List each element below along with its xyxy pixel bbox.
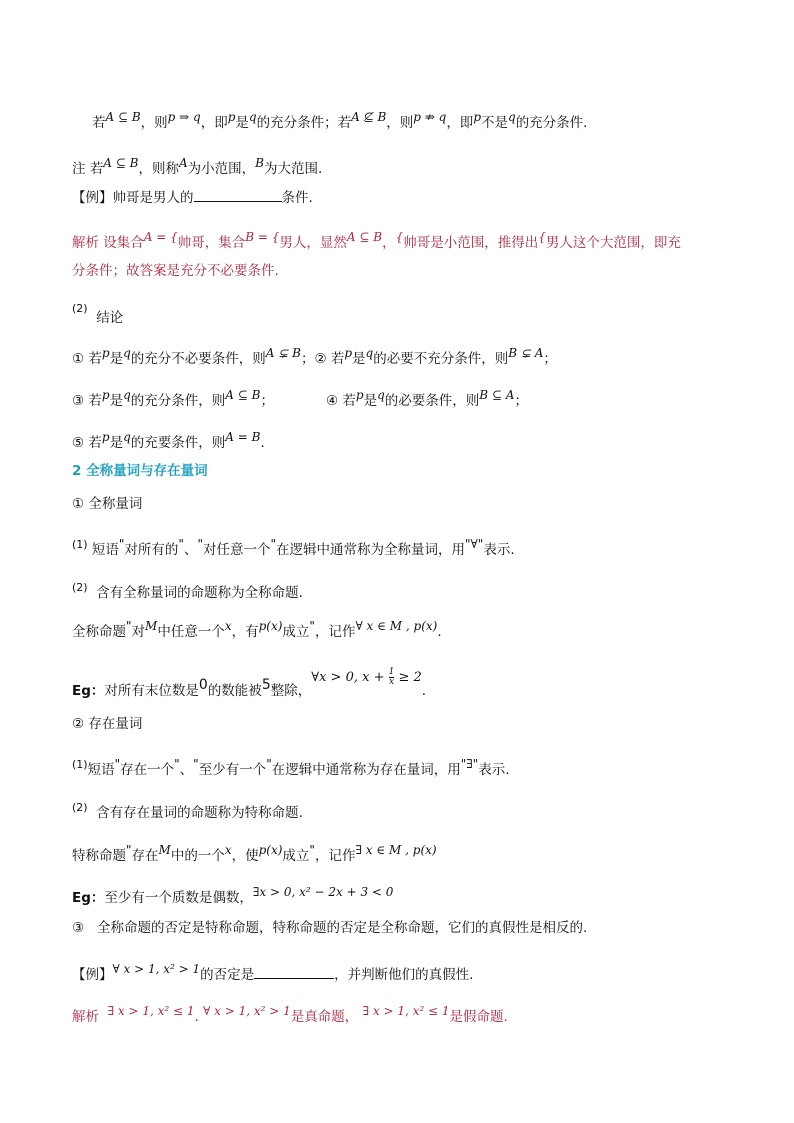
text: ；② 若	[300, 351, 345, 367]
quote: "	[126, 619, 132, 633]
text: 条件.	[281, 190, 313, 206]
particular-proposition-def	[72, 803, 303, 824]
text: 、	[183, 542, 198, 558]
section-number: (2)	[72, 302, 88, 315]
text: 是真命题，	[290, 1009, 359, 1025]
text: ，则	[140, 115, 168, 131]
text: ① 若	[72, 351, 102, 367]
fraction-denominator: x	[388, 677, 395, 687]
text: ，并判断他们的真假性.	[334, 967, 474, 983]
text: 为小范围，	[187, 161, 256, 177]
quote: "	[193, 757, 199, 771]
text: ③ 若	[72, 393, 102, 409]
math: ∀ x > 1, x² > 1	[112, 962, 201, 976]
text: ，使	[231, 848, 259, 864]
universal-quantifier-def	[72, 537, 515, 561]
text: 的充分条件，则	[130, 393, 226, 409]
quote: "	[178, 537, 184, 551]
math: A ⊆ B	[225, 388, 261, 402]
text: ；	[514, 393, 528, 409]
example-question	[72, 187, 313, 208]
item-number: (1)	[72, 758, 88, 771]
heading-text: 2 全称量词与存在量词	[72, 463, 208, 479]
text: 的必要不充分条件，则	[373, 351, 509, 367]
item-number: (1)	[72, 538, 88, 551]
subsection-universal	[72, 494, 142, 514]
math: A ⊆ B	[346, 230, 383, 244]
math: B = {	[245, 230, 280, 244]
math: A ⊊ B	[265, 346, 301, 360]
text: ⑤ 若	[72, 435, 102, 451]
item-number: (2)	[72, 581, 88, 594]
text: 整除，	[270, 683, 312, 699]
quote: "	[118, 537, 125, 551]
section-heading	[72, 461, 208, 481]
math: p	[355, 388, 364, 402]
text: ，集合	[204, 235, 246, 251]
text: 解析 设集合	[72, 235, 144, 251]
math: A ⊆ B	[105, 110, 141, 124]
text: ① 全称量词	[72, 496, 143, 512]
text: 的充要条件，则	[130, 435, 226, 451]
text: 至少有一个	[198, 762, 267, 778]
example-solution-cont	[72, 261, 279, 281]
text: 存在	[131, 848, 159, 864]
text: ，则称	[138, 161, 179, 177]
fraction	[389, 668, 395, 687]
text: 为大范围.	[263, 161, 323, 177]
math	[311, 667, 422, 687]
text: 成立	[282, 624, 310, 640]
quote: "	[309, 619, 315, 633]
math: x	[224, 619, 232, 633]
text: .	[260, 435, 265, 451]
text: 是	[235, 115, 249, 131]
text: .	[437, 624, 442, 640]
text: 对	[131, 624, 146, 640]
quote: "	[174, 757, 180, 771]
existential-notation	[72, 843, 437, 866]
example-negation	[72, 964, 473, 985]
math: q	[248, 110, 257, 124]
quote: "	[126, 843, 132, 857]
negation-rule	[72, 918, 587, 938]
item-number: (2)	[72, 801, 88, 814]
example-negation-solution	[72, 1004, 508, 1027]
text: 的充分不必要条件，则	[130, 351, 266, 367]
item-number: ③	[72, 920, 85, 936]
math: A = B	[225, 430, 261, 444]
text: 的否定是	[200, 967, 255, 983]
math: q	[377, 388, 385, 402]
math: A = {	[143, 230, 178, 244]
text: ；	[260, 393, 274, 409]
math: p ⇒ q	[167, 110, 201, 124]
text: 的必要条件，则	[384, 393, 480, 409]
universal-example	[72, 667, 427, 702]
universal-notation	[72, 619, 442, 642]
text: 这个大范围，即充	[572, 235, 681, 251]
math: ∀ x ∈ M , p(x)	[355, 619, 438, 633]
math: q	[123, 346, 131, 360]
text: 对所有的	[124, 542, 179, 558]
math: ∀	[470, 537, 478, 551]
quote: "	[270, 537, 277, 551]
text: 对所有末位数是	[104, 683, 199, 699]
text: 至少有一个质数是偶数，	[104, 890, 253, 906]
math: q	[365, 346, 374, 360]
fraction-numerator: 1	[388, 667, 395, 677]
text: 帅哥	[403, 235, 431, 251]
text: 短语	[87, 762, 115, 778]
math: A	[178, 156, 188, 170]
text: 成立	[282, 848, 310, 864]
conclusion-1-2	[72, 346, 557, 369]
text: ，有	[231, 624, 259, 640]
conclusion-3	[72, 388, 274, 411]
math: p(x)	[258, 843, 283, 857]
text: 若	[92, 115, 106, 131]
text: 解析	[72, 1009, 99, 1025]
text: 的数能被	[207, 683, 262, 699]
text: 含有全称量词的命题称为全称命题.	[96, 585, 303, 601]
text: ，记作	[314, 624, 356, 640]
conclusion-5	[72, 430, 265, 453]
text: 的充分条件.	[515, 115, 588, 131]
quote: "	[465, 537, 471, 551]
text: 的充分条件；若	[256, 115, 352, 131]
math: p	[227, 110, 236, 124]
math-part: ≥ 2	[398, 670, 422, 685]
math: ∃	[466, 757, 473, 771]
sufficient-condition-definition	[92, 110, 588, 133]
text: ，即	[200, 115, 228, 131]
math-part: ∀x > 0, x +	[311, 670, 385, 685]
text: .	[194, 1009, 199, 1025]
text: 是	[109, 351, 124, 367]
quote: "	[309, 843, 315, 857]
text: ，	[382, 235, 396, 251]
math: B	[255, 156, 264, 170]
text: 、	[179, 762, 194, 778]
text: ，记作	[314, 848, 356, 864]
math: ∃ x > 1, x² ≤ 1	[362, 1004, 450, 1018]
quote: "	[114, 757, 121, 771]
math: p	[101, 430, 110, 444]
quote: "	[266, 757, 272, 771]
text: 【例】	[72, 967, 113, 983]
text: ，则	[386, 115, 414, 131]
math: A ⊆ B	[103, 156, 139, 170]
math: ∃x > 0, x² − 2x + 3 < 0	[252, 885, 394, 899]
conclusion-heading	[72, 304, 123, 325]
text: 男人	[545, 235, 573, 251]
math: B ⊆ A	[479, 388, 515, 402]
text: 不是	[481, 115, 508, 131]
math: q	[123, 388, 131, 402]
math: p	[473, 110, 481, 124]
text: 是	[109, 393, 124, 409]
math: ∃ x ∈ M , p(x)	[355, 843, 437, 857]
math: ∃ x > 1, x² ≤ 1	[107, 1004, 195, 1018]
answer-blank	[254, 964, 334, 979]
text: 注 若	[72, 161, 104, 177]
math: M	[145, 619, 158, 633]
math: p	[344, 346, 353, 360]
text: 分条件；故答案是充分不必要条件.	[72, 263, 279, 279]
math: p ⇏ q	[413, 110, 447, 124]
text: 存在一个	[120, 762, 175, 778]
math: B ⊊ A	[508, 346, 544, 360]
text: 全称命题的否定是特称命题，特称命题的否定是全称命题，它们的真假性是相反的.	[96, 920, 588, 936]
text: ④ 若	[326, 393, 356, 409]
conclusion-4	[326, 388, 528, 411]
universal-proposition-def	[72, 583, 303, 604]
math: p	[101, 388, 110, 402]
text: 结论	[96, 310, 124, 326]
math: p(x)	[258, 619, 283, 633]
quote: "	[197, 537, 203, 551]
math: 5	[261, 677, 271, 693]
math: A ⊈ B	[351, 110, 387, 124]
text: 全称命题	[72, 624, 126, 640]
existential-example	[72, 885, 394, 908]
text: 男人	[279, 235, 307, 251]
subsection-existential	[72, 714, 142, 734]
math: x	[224, 843, 232, 857]
text: 特称命题	[72, 848, 126, 864]
existential-quantifier-def	[72, 757, 510, 781]
note-line	[72, 156, 323, 179]
math: {	[538, 230, 546, 244]
text: 在逻辑中通常称为存在量词，用	[271, 762, 461, 778]
math: ∀ x > 1, x² > 1	[203, 1004, 291, 1018]
text: 帅哥	[177, 235, 205, 251]
math: 0	[198, 677, 208, 693]
text: ，显然	[306, 235, 347, 251]
text: 对任意一个	[202, 542, 271, 558]
answer-blank	[194, 187, 282, 202]
quote: "	[472, 757, 479, 771]
text: 是	[363, 393, 378, 409]
eg-label: Eg：	[72, 683, 105, 699]
text: 中任意一个	[157, 624, 225, 640]
quote: "	[477, 537, 484, 551]
text: 中的一个	[170, 848, 225, 864]
text: ；	[543, 351, 557, 367]
text: 表示.	[478, 762, 510, 778]
example-solution	[72, 230, 681, 253]
text: 在逻辑中通常称为全称量词，用	[276, 542, 466, 558]
math: M	[158, 843, 171, 857]
text: ，即	[446, 115, 474, 131]
text: 是假命题.	[449, 1009, 508, 1025]
math: q	[508, 110, 516, 124]
text: .	[421, 683, 427, 699]
math: p	[101, 346, 110, 360]
quote: "	[460, 757, 467, 771]
math: q	[123, 430, 131, 444]
text: 含有存在量词的命题称为特称命题.	[96, 805, 303, 821]
text: ② 存在量词	[72, 716, 143, 732]
text: 是	[352, 351, 366, 367]
text: 表示.	[483, 542, 515, 558]
math: {	[395, 230, 404, 244]
text: 是小范围，推得出	[430, 235, 539, 251]
text: 短语	[91, 542, 119, 558]
eg-label: Eg：	[72, 890, 105, 906]
text: 【例】帅哥是男人的	[72, 190, 194, 206]
text: 是	[109, 435, 124, 451]
